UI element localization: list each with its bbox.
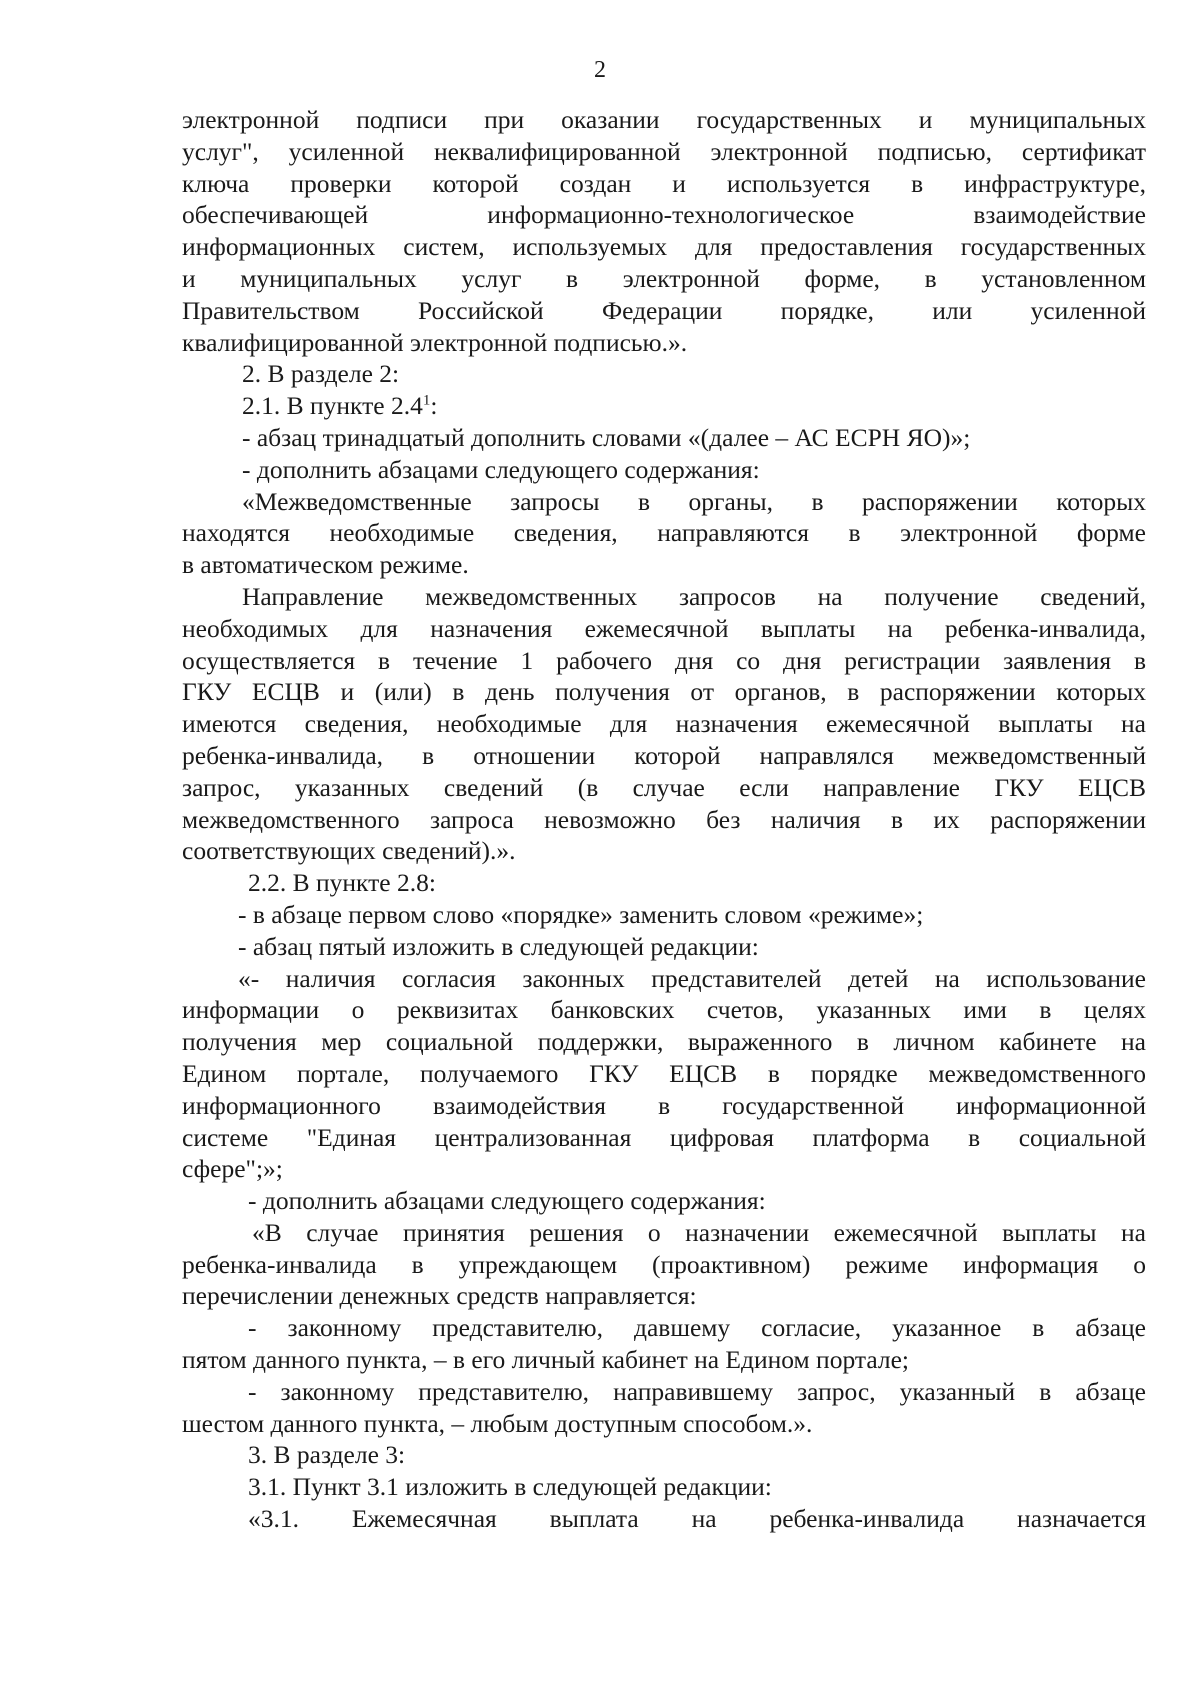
text-line: ребенка-инвалида в упреждающем (проактивном) режиме информация о bbox=[182, 1249, 1146, 1279]
text-line: 3.1. Пункт 3.1 изложить в следующей редакции: bbox=[248, 1472, 772, 1502]
text-line: информации о реквизитах банковских счетов, указанных ими в целях bbox=[182, 995, 1146, 1025]
text-line: «- наличия согласия законных представителей детей на использование bbox=[238, 963, 1146, 993]
text-line: имеются сведения, необходимые для назначения ежемесячной выплаты на bbox=[182, 709, 1146, 739]
text-line: «В случае принятия решения о назначении ежемесячной выплаты на bbox=[252, 1217, 1146, 1247]
item-2-1-label: 2.1. В пункте 2.4 bbox=[242, 391, 423, 421]
text-line: - законному представителю, давшему согласие, указанное в абзаце bbox=[248, 1313, 1146, 1343]
text-line: - абзац пятый изложить в следующей редакции: bbox=[238, 931, 759, 961]
text-line: - дополнить абзацами следующего содержания: bbox=[248, 1186, 766, 1216]
text-line: Правительством Российской Федерации порядке, или усиленной bbox=[182, 295, 1146, 325]
text-line: 2.2. В пункте 2.8: bbox=[248, 868, 436, 898]
text-line: 3. В разделе 3: bbox=[248, 1440, 406, 1470]
text-line: и муниципальных услуг в электронной форме, в установленном bbox=[182, 263, 1146, 293]
text-line: необходимых для назначения ежемесячной выплаты на ребенка-инвалида, bbox=[182, 613, 1146, 643]
superscript: 1 bbox=[422, 392, 431, 409]
document-body bbox=[182, 104, 1146, 1535]
text-line: межведомственного запроса невозможно без наличия в их распоряжении bbox=[182, 804, 1146, 834]
text-line: информационных систем, используемых для предоставления государственных bbox=[182, 232, 1146, 262]
text-line: находятся необходимые сведения, направляются в электронной форме bbox=[182, 518, 1146, 548]
text-line: соответствующих сведений).». bbox=[182, 836, 516, 866]
text-line: Направление межведомственных запросов на получение сведений, bbox=[242, 581, 1146, 611]
text-line: в автоматическом режиме. bbox=[182, 550, 469, 580]
text-line: - абзац тринадцатый дополнить словами «(далее – АС ЕСРН ЯО)»; bbox=[242, 422, 971, 452]
text-line: системе "Единая централизованная цифровая платформа в социальной bbox=[182, 1122, 1146, 1152]
text-line: получения мер социальной поддержки, выраженного в личном кабинете на bbox=[182, 1027, 1146, 1057]
text-line: запрос, указанных сведений (в случае если направление ГКУ ЕЦСВ bbox=[182, 772, 1146, 802]
text-line: обеспечивающей информационно-технологическое взаимодействие bbox=[182, 200, 1146, 230]
text-line: - в абзаце первом слово «порядке» заменить словом «режиме»; bbox=[238, 899, 924, 929]
text-line: шестом данного пункта, – любым доступным способом.». bbox=[182, 1408, 813, 1438]
text-line: пятом данного пункта, – в его личный кабинет на Едином портале; bbox=[182, 1345, 909, 1375]
text-line: - дополнить абзацами следующего содержания: bbox=[242, 454, 760, 484]
text-line: услуг", усиленной неквалифицированной электронной подписью, сертификат bbox=[182, 136, 1146, 166]
text-line: электронной подписи при оказании государственных и муниципальных bbox=[182, 105, 1146, 134]
text-line: «Межведомственные запросы в органы, в распоряжении которых bbox=[242, 486, 1146, 516]
text-line: перечислении денежных средств направляется: bbox=[182, 1281, 697, 1311]
text-line: «3.1. Ежемесячная выплата на ребенка-инвалида назначается bbox=[248, 1504, 1146, 1534]
page-number: 2 bbox=[594, 57, 606, 83]
text-line: ГКУ ЕСЦВ и (или) в день получения от органов, в распоряжении которых bbox=[182, 677, 1146, 707]
text-line: квалифицированной электронной подписью.». bbox=[182, 327, 688, 357]
text-line: ребенка-инвалида, в отношении которой направлялся межведомственный bbox=[182, 740, 1146, 770]
text-line: 2.1. В пункте $2.4^1$: bbox=[242, 391, 438, 421]
text-line: ключа проверки которой создан и используется в инфраструктуре, bbox=[182, 168, 1146, 198]
text-line: информационного взаимодействия в государственной информационной bbox=[182, 1090, 1146, 1120]
text-line: сфере";»; bbox=[182, 1154, 283, 1184]
text-line: Едином портале, получаемого ГКУ ЕЦСВ в порядке межведомственного bbox=[182, 1058, 1146, 1088]
text-line: осуществляется в течение 1 рабочего дня со дня регистрации заявления в bbox=[182, 645, 1146, 675]
text-line: 2. В разделе 2: bbox=[242, 359, 400, 389]
text-line: - законному представителю, направившему запрос, указанный в абзаце bbox=[248, 1376, 1146, 1406]
